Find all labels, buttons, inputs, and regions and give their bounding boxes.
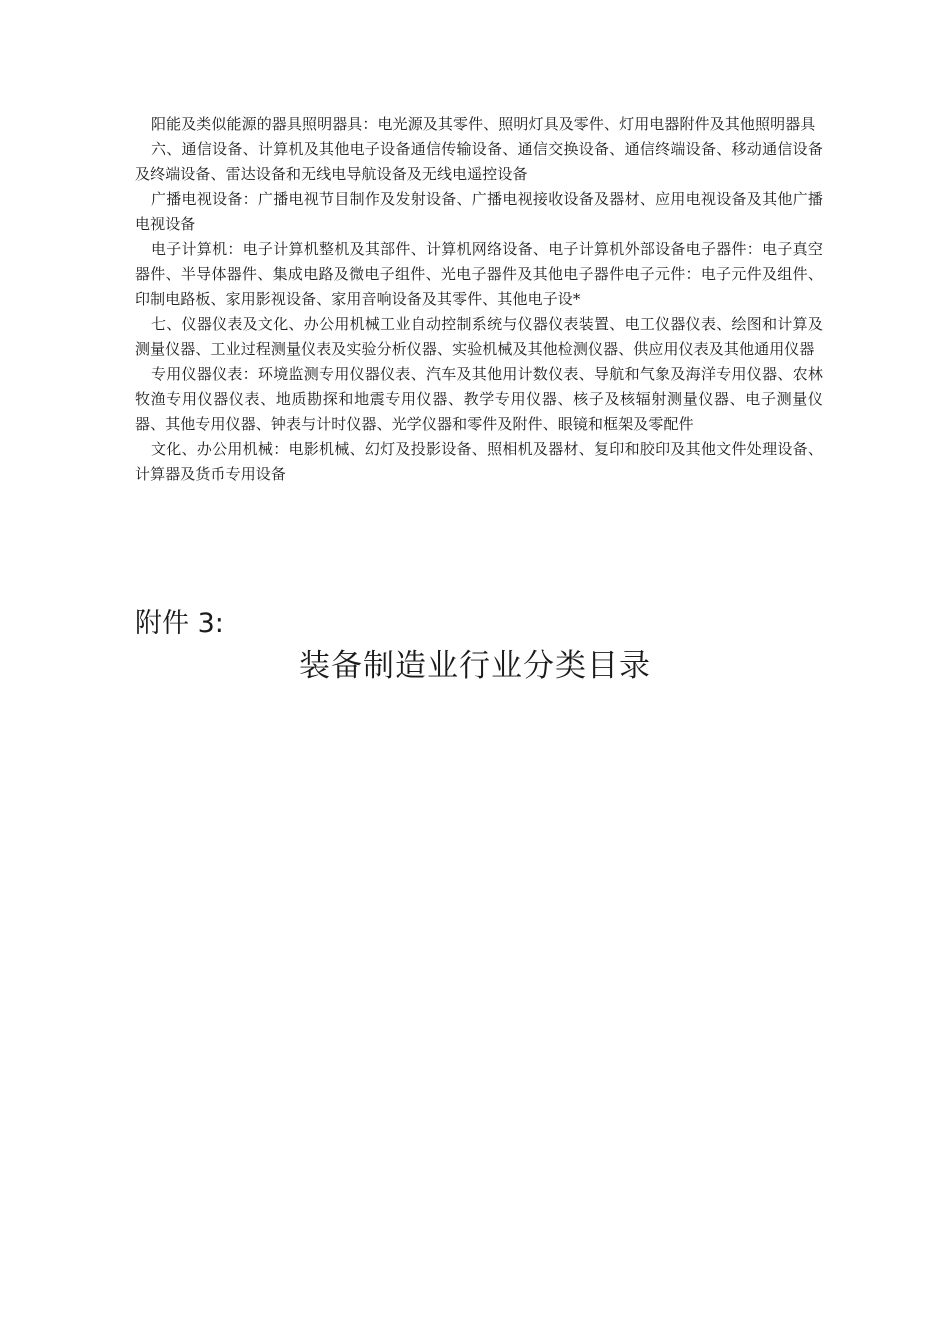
body-text [135, 112, 823, 487]
paragraph-broadcast-tv: 广播电视设备：广播电视节目制作及发射设备、广播电视接收设备及器材、应用电视设备及其他广播电视设备 [135, 190, 823, 233]
paragraph-office-machinery: 文化、办公用机械：电影机械、幻灯及投影设备、照相机及器材、复印和胶印及其他文件处理设备、计算器及货币专用设备 [135, 440, 823, 483]
attachment-label: 附件 3: [135, 608, 224, 639]
paragraph-computer: 电子计算机：电子计算机整机及其部件、计算机网络设备、电子计算机外部设备电子器件：电子真空器件、半导体器件、集成电路及微电子组件、光电子器件及其他电子器件电子元件：电子元件及组件、印制电路板、家用影视设备、家用音响设备及其零件、其他电子设* [135, 240, 823, 308]
paragraph-special-instruments: 专用仪器仪表：环境监测专用仪器仪表、汽车及其他用计数仪表、导航和气象及海洋专用仪器、农林牧渔专用仪器仪表、地质勘探和地震专用仪器、教学专用仪器、核子及核辐射测量仪器、电子测量仪器、其他专用仪器、钟表与计时仪器、光学仪器和零件及附件、眼镜和框架及零配件 [135, 365, 823, 433]
paragraph-communication-equipment: 六、通信设备、计算机及其他电子设备通信传输设备、通信交换设备、通信终端设备、移动通信设备及终端设备、雷达设备和无线电导航设备及无线电遥控设备 [135, 140, 823, 183]
document-title: 装备制造业行业分类目录 [299, 648, 651, 684]
paragraph-instruments: 七、仪器仪表及文化、办公用机械工业自动控制系统与仪器仪表装置、电工仪器仪表、绘图和计算及测量仪器、工业过程测量仪表及实验分析仪器、实验机械及其他检测仪器、供应用仪表及其他通用仪器 [135, 315, 823, 358]
paragraph-lighting: 阳能及类似能源的器具照明器具：电光源及其零件、照明灯具及零件、灯用电器附件及其他照明器具 [151, 115, 816, 133]
